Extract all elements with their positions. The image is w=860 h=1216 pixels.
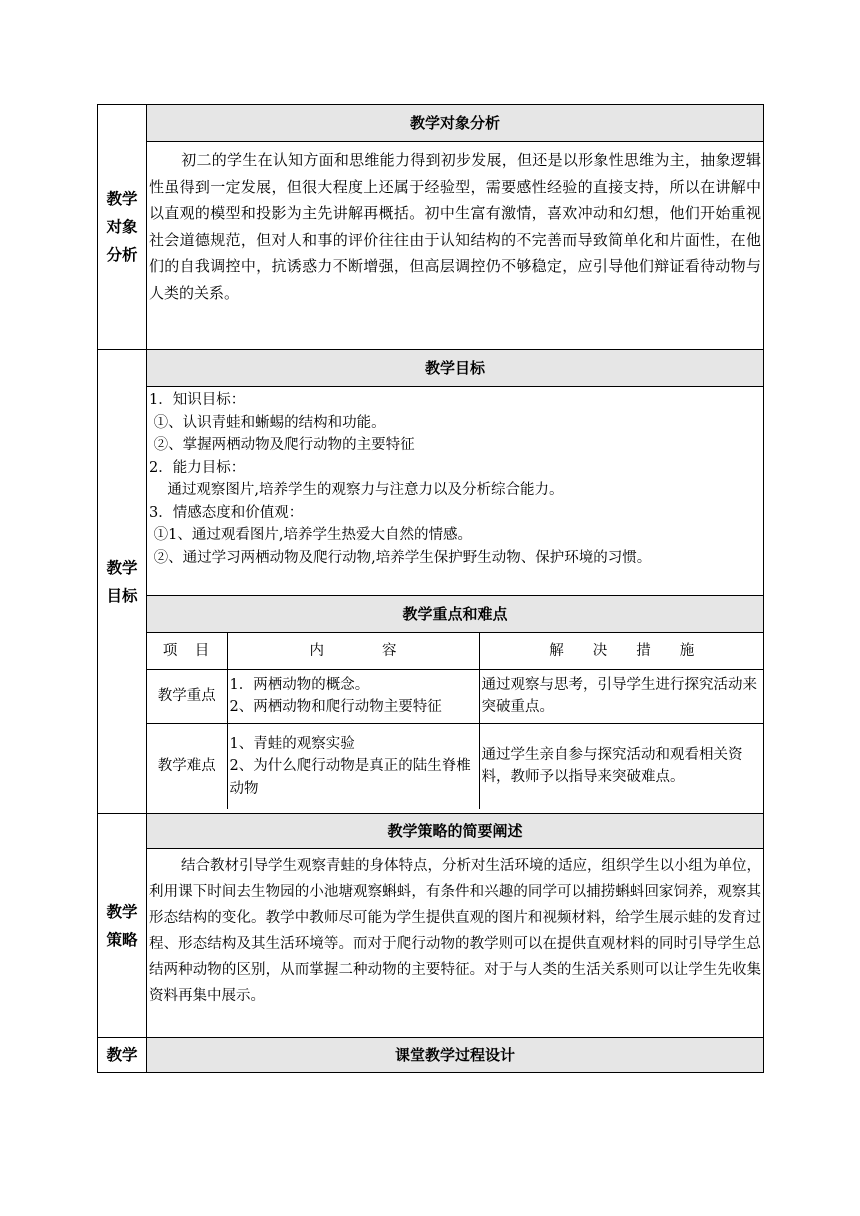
header-analysis: 教学对象分析 [147, 105, 764, 142]
goal-line: 3．情感态度和价值观： [149, 504, 304, 521]
lesson-plan-table [97, 104, 764, 1073]
goals-list [147, 387, 763, 569]
goal-line: 1．知识目标： [149, 392, 246, 408]
side-label-analysis: 教学 对象 分析 [98, 105, 147, 350]
analysis-paragraph: 初二的学生在认知方面和思维能力得到初步发展，但还是以形象性思维为主，抽象逻辑性虽得到一定发展，但很大程度上还属于经验型，需要感性经验的直接支持，所以在讲解中以直观的模型和投影为主先讲解再概括。初中生富有激情，喜欢冲动和幻想，他们开始重视社会道德规范，但对人和事的评价往往由于认知结构的不完善而导致简单化和片面性，在他们的自我调控中，抗诱惑力不断增强，但高层调控仍不够稳定，应引导他们辩证看待动物与人类的关系。 [149, 151, 761, 302]
key-points-table [147, 633, 764, 809]
goal-line: 2．能力目标： [149, 459, 246, 476]
side-label-process: 教学 [98, 1038, 147, 1073]
header-key-points: 教学重点和难点 [147, 596, 764, 633]
table-row [147, 723, 764, 809]
table-row [147, 669, 764, 723]
strategy-paragraph: 结合教材引导学生观察青蛙的身体特点，分析对生活环境的适应，组织学生以小组为单位，利用课下时间去生物园的小池塘观察蝌蚪，有条件和兴趣的同学可以捕捞蝌蚪回家饲养，观察其形态结构的变化。教学中教师尽可能为学生提供直观的图片和视频材料，给学生展示蛙的发育过程、形态结构及其生活环境等。而对于爬行动物的教学则可以在提供直观材料的同时引导学生总结两种动物的区别，从而掌握二种动物的主要特征。对于与人类的生活关系则可以让学生先收集资料再集中展示。 [149, 858, 761, 1004]
column-header-item: 项 目 [147, 633, 227, 669]
row-content: 1．两栖动物的概念。 2、两栖动物和爬行动物主要特征 [227, 669, 479, 723]
goal-line: 通过观察图片,培养学生的观察力与注意力以及分析综合能力。 [149, 482, 564, 498]
column-header-measure: 解 决 措 施 [479, 633, 764, 669]
goal-line: ②、通过学习两栖动物及爬行动物,培养学生保护野生动物、保护环境的习惯。 [149, 549, 652, 566]
row-measure: 通过观察与思考，引导学生进行探究活动来突破重点。 [479, 669, 764, 723]
header-goals: 教学目标 [147, 350, 764, 387]
goal-line: ②、掌握两栖动物及爬行动物的主要特征 [149, 437, 415, 453]
row-content: 1、青蛙的观察实验 2、为什么爬行动物是真正的陆生脊椎动物 [227, 723, 479, 809]
lesson-plan-page [97, 104, 763, 1073]
column-header-content: 内 容 [227, 633, 479, 669]
side-label-goals: 教学 目标 [98, 350, 147, 814]
goal-line: ①1、通过观看图片,培养学生热爱大自然的情感。 [149, 527, 472, 543]
side-label-strategy: 教学 策略 [98, 814, 147, 1038]
header-process: 课堂教学过程设计 [147, 1038, 764, 1073]
row-item: 教学重点 [147, 669, 227, 723]
goal-line: ①、认识青蛙和蜥蜴的结构和功能。 [149, 414, 386, 431]
row-measure: 通过学生亲自参与探究活动和观看相关资料，教师予以指导来突破难点。 [479, 723, 764, 809]
row-item: 教学难点 [147, 723, 227, 809]
header-strategy: 教学策略的简要阐述 [147, 814, 764, 849]
